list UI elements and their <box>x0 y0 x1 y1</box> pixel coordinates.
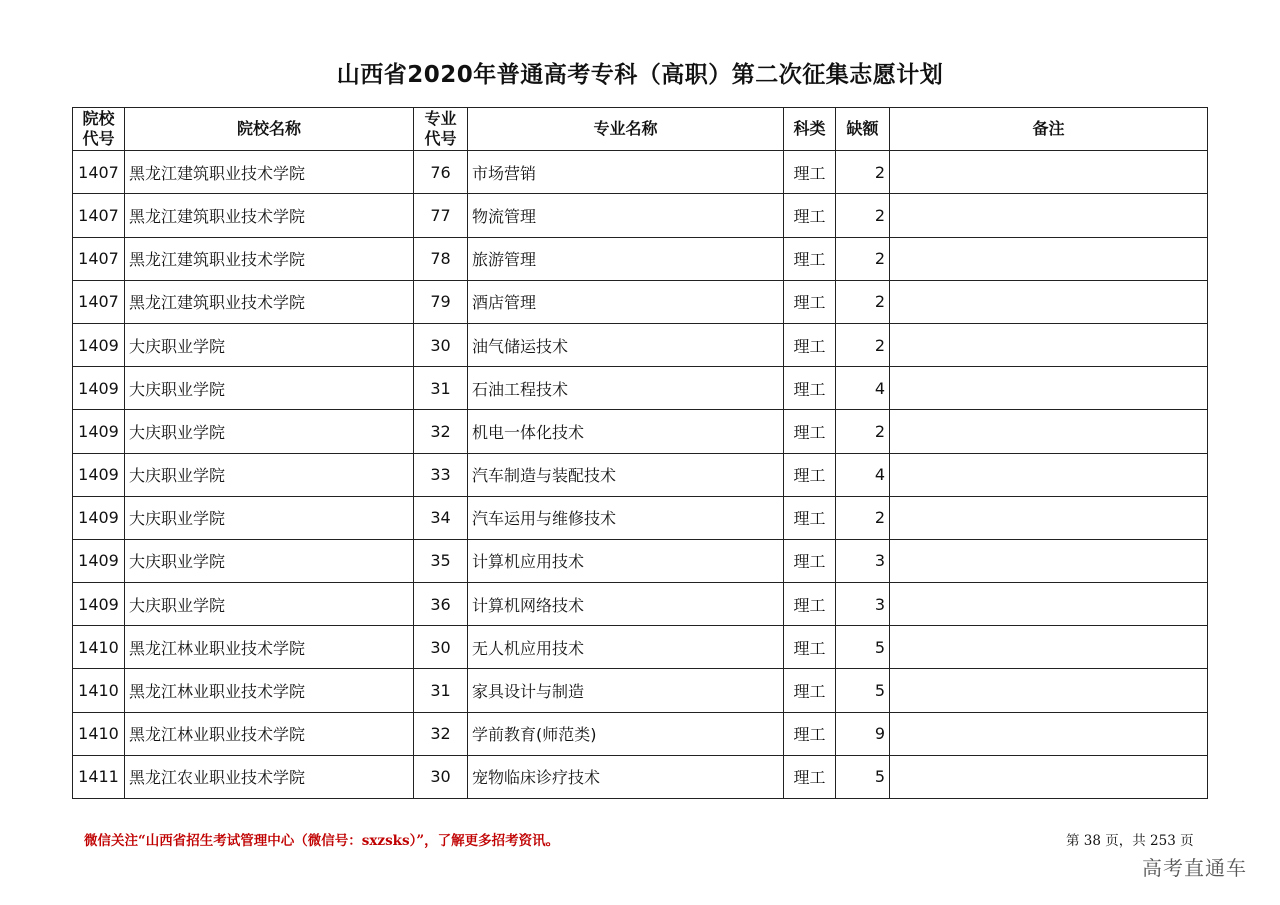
cell-major-code: 76 <box>414 151 468 194</box>
header-school-code-line2: 代号 <box>82 129 115 149</box>
cell-major-code: 30 <box>414 323 468 366</box>
cell-note <box>890 410 1208 453</box>
cell-school-code: 1409 <box>73 410 125 453</box>
header-school-code <box>73 108 125 151</box>
cell-school-code: 1409 <box>73 583 125 626</box>
cell-school-code: 1407 <box>73 194 125 237</box>
cell-school-name: 黑龙江林业职业技术学院 <box>125 669 414 712</box>
cell-major-code: 32 <box>414 712 468 755</box>
cell-major-name: 汽车制造与装配技术 <box>468 453 784 496</box>
cell-quota: 5 <box>836 626 890 669</box>
table-row <box>73 539 1208 582</box>
table-row <box>73 669 1208 712</box>
cell-note <box>890 539 1208 582</box>
header-quota: 缺额 <box>836 108 890 151</box>
cell-major-name: 石油工程技术 <box>468 367 784 410</box>
cell-note <box>890 755 1208 798</box>
cell-major-code: 79 <box>414 280 468 323</box>
cell-major-code: 31 <box>414 367 468 410</box>
table-row <box>73 280 1208 323</box>
cell-major-name: 机电一体化技术 <box>468 410 784 453</box>
cell-category: 理工 <box>784 669 836 712</box>
cell-category: 理工 <box>784 496 836 539</box>
cell-note <box>890 583 1208 626</box>
cell-major-code: 34 <box>414 496 468 539</box>
cell-major-code: 31 <box>414 669 468 712</box>
cell-category: 理工 <box>784 194 836 237</box>
cell-major-code: 30 <box>414 755 468 798</box>
cell-category: 理工 <box>784 583 836 626</box>
table-row <box>73 151 1208 194</box>
cell-school-code: 1407 <box>73 151 125 194</box>
cell-quota: 2 <box>836 496 890 539</box>
cell-note <box>890 367 1208 410</box>
cell-major-name: 酒店管理 <box>468 280 784 323</box>
header-category: 科类 <box>784 108 836 151</box>
cell-note <box>890 669 1208 712</box>
cell-major-name: 学前教育(师范类) <box>468 712 784 755</box>
cell-major-name: 市场营销 <box>468 151 784 194</box>
table-row <box>73 410 1208 453</box>
cell-school-name: 大庆职业学院 <box>125 367 414 410</box>
cell-category: 理工 <box>784 151 836 194</box>
cell-major-name: 计算机应用技术 <box>468 539 784 582</box>
cell-quota: 3 <box>836 539 890 582</box>
cell-school-name: 黑龙江农业职业技术学院 <box>125 755 414 798</box>
cell-school-name: 黑龙江建筑职业技术学院 <box>125 194 414 237</box>
page-title: 山西省2020年普通高考专科（高职）第二次征集志愿计划 <box>336 62 944 88</box>
cell-school-name: 大庆职业学院 <box>125 323 414 366</box>
cell-school-code: 1409 <box>73 367 125 410</box>
cell-school-code: 1411 <box>73 755 125 798</box>
cell-note <box>890 151 1208 194</box>
watermark-text: 高考直通车 <box>1142 856 1247 880</box>
cell-note <box>890 323 1208 366</box>
cell-school-name: 黑龙江建筑职业技术学院 <box>125 280 414 323</box>
table-row <box>73 755 1208 798</box>
cell-school-name: 大庆职业学院 <box>125 410 414 453</box>
cell-note <box>890 237 1208 280</box>
cell-quota: 2 <box>836 237 890 280</box>
cell-school-code: 1409 <box>73 323 125 366</box>
cell-quota: 2 <box>836 323 890 366</box>
cell-major-code: 78 <box>414 237 468 280</box>
cell-note <box>890 712 1208 755</box>
table-row <box>73 626 1208 669</box>
table-row <box>73 453 1208 496</box>
cell-category: 理工 <box>784 453 836 496</box>
header-major-code-line2: 代号 <box>424 129 457 149</box>
cell-quota: 5 <box>836 755 890 798</box>
cell-major-name: 汽车运用与维修技术 <box>468 496 784 539</box>
table-row <box>73 712 1208 755</box>
cell-quota: 9 <box>836 712 890 755</box>
cell-quota: 2 <box>836 151 890 194</box>
cell-major-name: 宠物临床诊疗技术 <box>468 755 784 798</box>
wechat-notice: 微信关注“山西省招生考试管理中心（微信号：sxzsks）”，了解更多招考资讯。 <box>84 833 560 849</box>
cell-school-name: 黑龙江建筑职业技术学院 <box>125 237 414 280</box>
cell-school-name: 黑龙江林业职业技术学院 <box>125 626 414 669</box>
cell-school-code: 1410 <box>73 712 125 755</box>
cell-school-name: 大庆职业学院 <box>125 496 414 539</box>
cell-note <box>890 626 1208 669</box>
cell-category: 理工 <box>784 367 836 410</box>
cell-major-code: 32 <box>414 410 468 453</box>
cell-school-code: 1409 <box>73 539 125 582</box>
cell-school-code: 1410 <box>73 626 125 669</box>
plan-table <box>72 107 1208 799</box>
cell-quota: 2 <box>836 280 890 323</box>
cell-school-code: 1409 <box>73 453 125 496</box>
cell-note <box>890 280 1208 323</box>
cell-note <box>890 194 1208 237</box>
table-row <box>73 367 1208 410</box>
cell-category: 理工 <box>784 280 836 323</box>
cell-major-code: 33 <box>414 453 468 496</box>
page-number: 第 38 页，共 253 页 <box>1066 833 1194 849</box>
cell-school-code: 1410 <box>73 669 125 712</box>
cell-category: 理工 <box>784 237 836 280</box>
header-school-name: 院校名称 <box>125 108 414 151</box>
table-row <box>73 237 1208 280</box>
cell-major-code: 30 <box>414 626 468 669</box>
cell-major-name: 油气储运技术 <box>468 323 784 366</box>
cell-category: 理工 <box>784 323 836 366</box>
cell-note <box>890 496 1208 539</box>
cell-school-code: 1407 <box>73 280 125 323</box>
cell-quota: 3 <box>836 583 890 626</box>
cell-school-name: 黑龙江建筑职业技术学院 <box>125 151 414 194</box>
cell-school-name: 大庆职业学院 <box>125 583 414 626</box>
table-body <box>73 151 1208 799</box>
cell-category: 理工 <box>784 712 836 755</box>
cell-quota: 2 <box>836 194 890 237</box>
header-major-code <box>414 108 468 151</box>
cell-quota: 4 <box>836 453 890 496</box>
cell-school-code: 1409 <box>73 496 125 539</box>
cell-quota: 2 <box>836 410 890 453</box>
cell-major-name: 物流管理 <box>468 194 784 237</box>
cell-major-code: 77 <box>414 194 468 237</box>
cell-school-name: 黑龙江林业职业技术学院 <box>125 712 414 755</box>
cell-category: 理工 <box>784 626 836 669</box>
header-school-code-line1: 院校 <box>82 109 115 129</box>
cell-quota: 4 <box>836 367 890 410</box>
cell-category: 理工 <box>784 539 836 582</box>
table-row <box>73 583 1208 626</box>
cell-major-name: 计算机网络技术 <box>468 583 784 626</box>
cell-category: 理工 <box>784 755 836 798</box>
header-major-code-line1: 专业 <box>424 109 457 129</box>
header-major-name: 专业名称 <box>468 108 784 151</box>
cell-major-name: 家具设计与制造 <box>468 669 784 712</box>
table-row <box>73 323 1208 366</box>
cell-school-name: 大庆职业学院 <box>125 453 414 496</box>
cell-major-name: 旅游管理 <box>468 237 784 280</box>
cell-major-name: 无人机应用技术 <box>468 626 784 669</box>
cell-school-code: 1407 <box>73 237 125 280</box>
cell-major-code: 35 <box>414 539 468 582</box>
cell-quota: 5 <box>836 669 890 712</box>
cell-note <box>890 453 1208 496</box>
header-row <box>73 108 1208 151</box>
table-row <box>73 496 1208 539</box>
cell-category: 理工 <box>784 410 836 453</box>
table-row <box>73 194 1208 237</box>
cell-major-code: 36 <box>414 583 468 626</box>
header-note: 备注 <box>890 108 1208 151</box>
cell-school-name: 大庆职业学院 <box>125 539 414 582</box>
